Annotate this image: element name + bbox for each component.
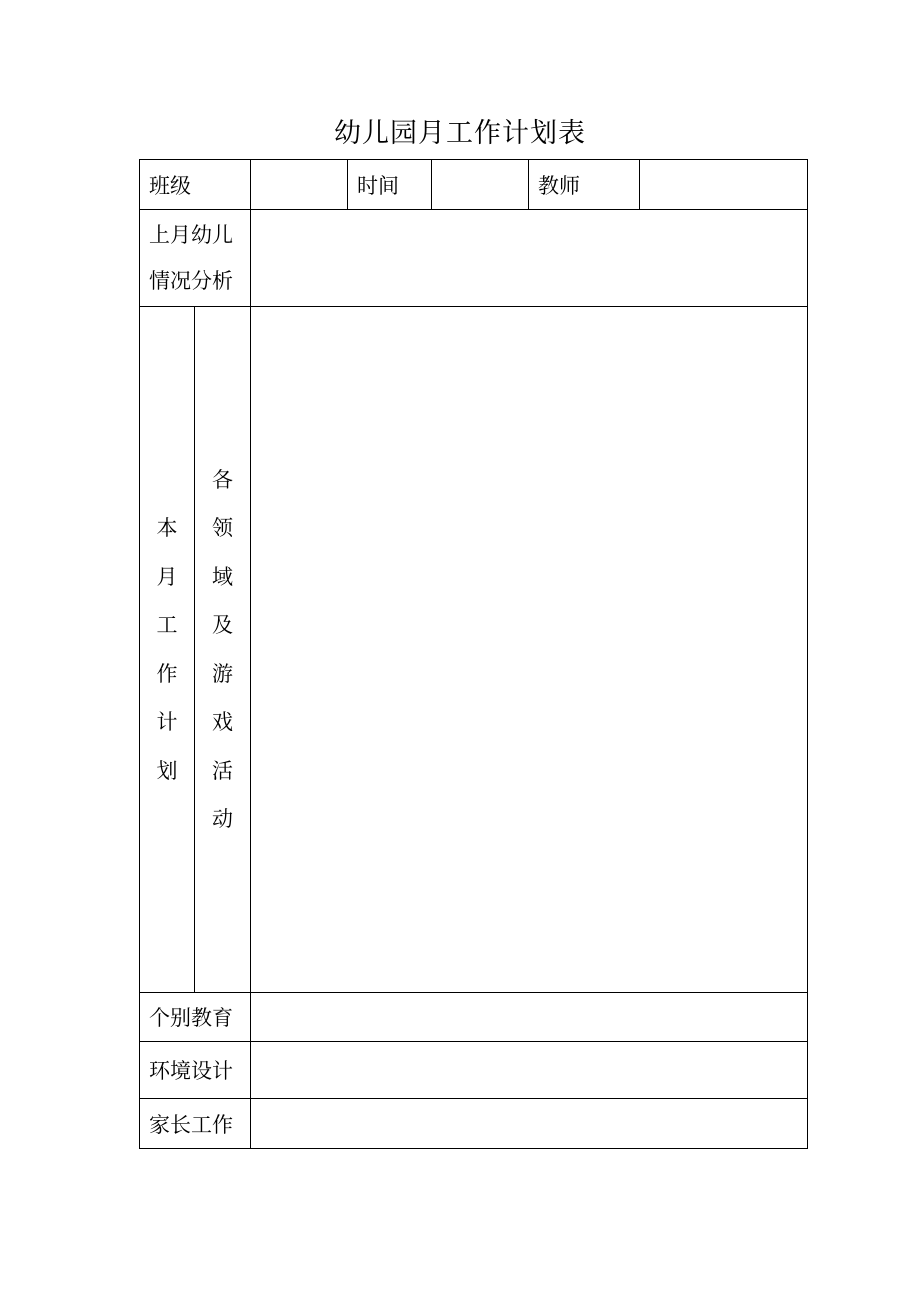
parent-work-label: 家长工作 (140, 1099, 251, 1149)
individual-education-content-cell[interactable] (251, 993, 808, 1042)
activity-domains-label-char: 游 (212, 661, 233, 686)
monthly-plan-label-char: 划 (156, 758, 178, 783)
monthly-plan-label-char: 作 (156, 661, 178, 686)
individual-education-label: 个别教育 (140, 993, 251, 1042)
parent-work-row (140, 1099, 808, 1149)
monthly-plan-label-char: 月 (156, 564, 178, 589)
monthly-plan-label-char: 本 (156, 516, 178, 540)
parent-work-content-cell[interactable] (251, 1099, 808, 1149)
activity-domains-label-char: 活 (212, 758, 233, 783)
activity-domains-label-char: 各 (212, 467, 233, 492)
environment-design-content-cell[interactable] (251, 1042, 808, 1099)
last-month-label-line2: 情况分析 (149, 269, 233, 293)
monthly-plan-row (140, 307, 808, 993)
monthly-plan-table (139, 159, 808, 1149)
class-value-cell[interactable] (251, 160, 348, 210)
monthly-plan-content-cell[interactable] (251, 307, 808, 993)
last-month-label-line1: 上月幼儿 (149, 223, 233, 247)
monthly-plan-label-char: 计 (156, 710, 178, 734)
environment-design-label: 环境设计 (140, 1042, 251, 1099)
teacher-label: 教师 (529, 160, 640, 210)
activity-domains-label (195, 307, 251, 993)
activity-domains-label-char: 及 (212, 613, 233, 637)
activity-domains-label-char: 动 (212, 807, 233, 831)
activity-domains-label-char: 域 (212, 564, 233, 589)
monthly-plan-label-char: 工 (156, 613, 178, 637)
activity-domains-label-char: 领 (212, 516, 233, 540)
time-value-cell[interactable] (432, 160, 529, 210)
individual-education-row (140, 993, 808, 1042)
class-label: 班级 (140, 160, 251, 210)
last-month-content-cell[interactable] (251, 210, 808, 307)
page-title: 幼儿园月工作计划表 (334, 118, 586, 149)
activity-domains-label-char: 戏 (212, 710, 233, 734)
header-row (140, 160, 808, 210)
teacher-value-cell[interactable] (640, 160, 808, 210)
last-month-row (140, 210, 808, 307)
last-month-label (140, 210, 251, 307)
time-label: 时间 (348, 160, 432, 210)
environment-design-row (140, 1042, 808, 1099)
monthly-plan-label (140, 307, 195, 993)
